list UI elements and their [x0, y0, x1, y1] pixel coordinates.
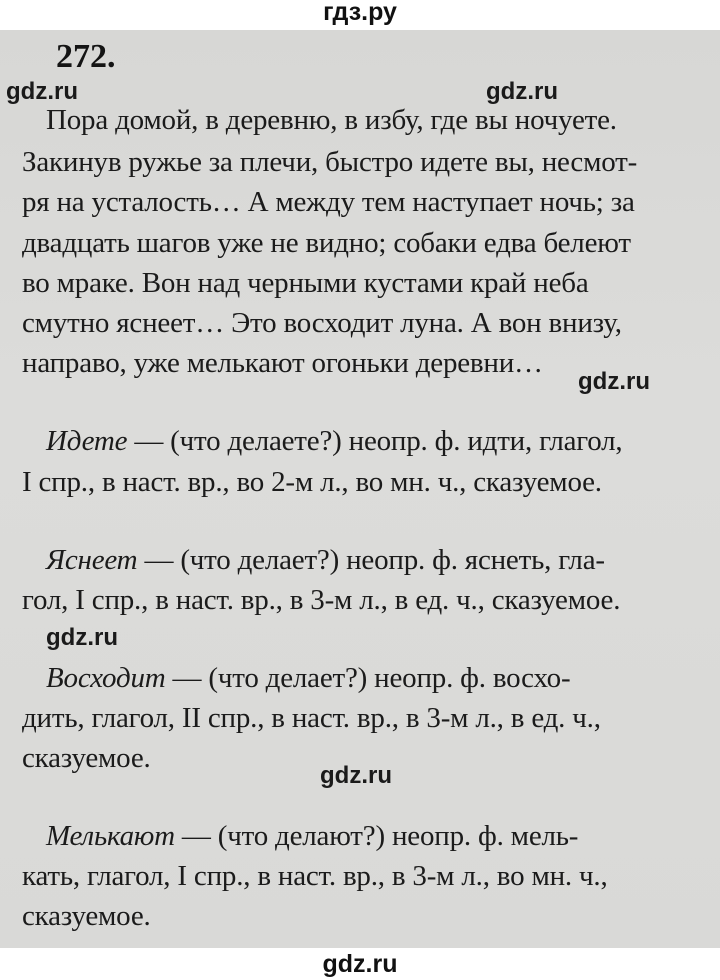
analysis-line: Мелькают — (что делают?) неопр. ф. мель-: [46, 820, 579, 852]
analysis-line: сказуемое.: [22, 900, 151, 932]
watermark: gdz.ru: [578, 368, 650, 395]
analysis-line: дить, глагол, II спр., в наст. вр., в 3-м л., в ед. ч.,: [22, 702, 601, 734]
site-footer: gdz.ru: [322, 950, 398, 978]
passage-line: направо, уже мелькают огоньки деревни…: [22, 347, 543, 379]
passage-line: смутно яснеет… Это восходит луна. А вон внизу,: [22, 307, 622, 339]
analysis-word: Идете: [46, 425, 128, 457]
watermark: gdz.ru: [46, 624, 118, 651]
analysis-line: Идете — (что делаете?) неопр. ф. идти, глагол,: [46, 425, 623, 457]
analysis-line: Яснеет — (что делает?) неопр. ф. яснеть, гла-: [46, 544, 605, 576]
analysis-line: кать, глагол, I спр., в наст. вр., в 3-м л., во мн. ч.,: [22, 860, 608, 892]
passage-line: двадцать шагов уже не видно; собаки едва белеют: [22, 227, 631, 259]
passage-line: во мраке. Вон над черными кустами край неба: [22, 267, 589, 299]
passage-line: Пора домой, в деревню, в избу, где вы ночуете.: [46, 104, 617, 136]
passage-line: Закинув ружье за плечи, быстро идете вы, несмот-: [22, 146, 638, 178]
analysis-word: Мелькают: [46, 820, 175, 852]
passage-line: ря на усталость… А между тем наступает ночь; за: [22, 186, 635, 218]
analysis-word: Яснеет: [46, 544, 138, 576]
watermark: gdz.ru: [486, 78, 558, 105]
site-title: гдз.ру: [323, 0, 397, 26]
analysis-line: I спр., в наст. вр., во 2-м л., во мн. ч., сказуемое.: [22, 466, 602, 498]
analysis-line: сказуемое.: [22, 742, 151, 774]
analysis-line: гол, I спр., в наст. вр., в 3-м л., в ед. ч., сказуемое.: [22, 584, 621, 616]
task-number: 272.: [56, 38, 116, 75]
analysis-word: Восходит: [46, 662, 166, 694]
analysis-line: Восходит — (что делает?) неопр. ф. восхо-: [46, 662, 571, 694]
watermark: gdz.ru: [6, 78, 78, 105]
watermark: gdz.ru: [320, 762, 392, 789]
